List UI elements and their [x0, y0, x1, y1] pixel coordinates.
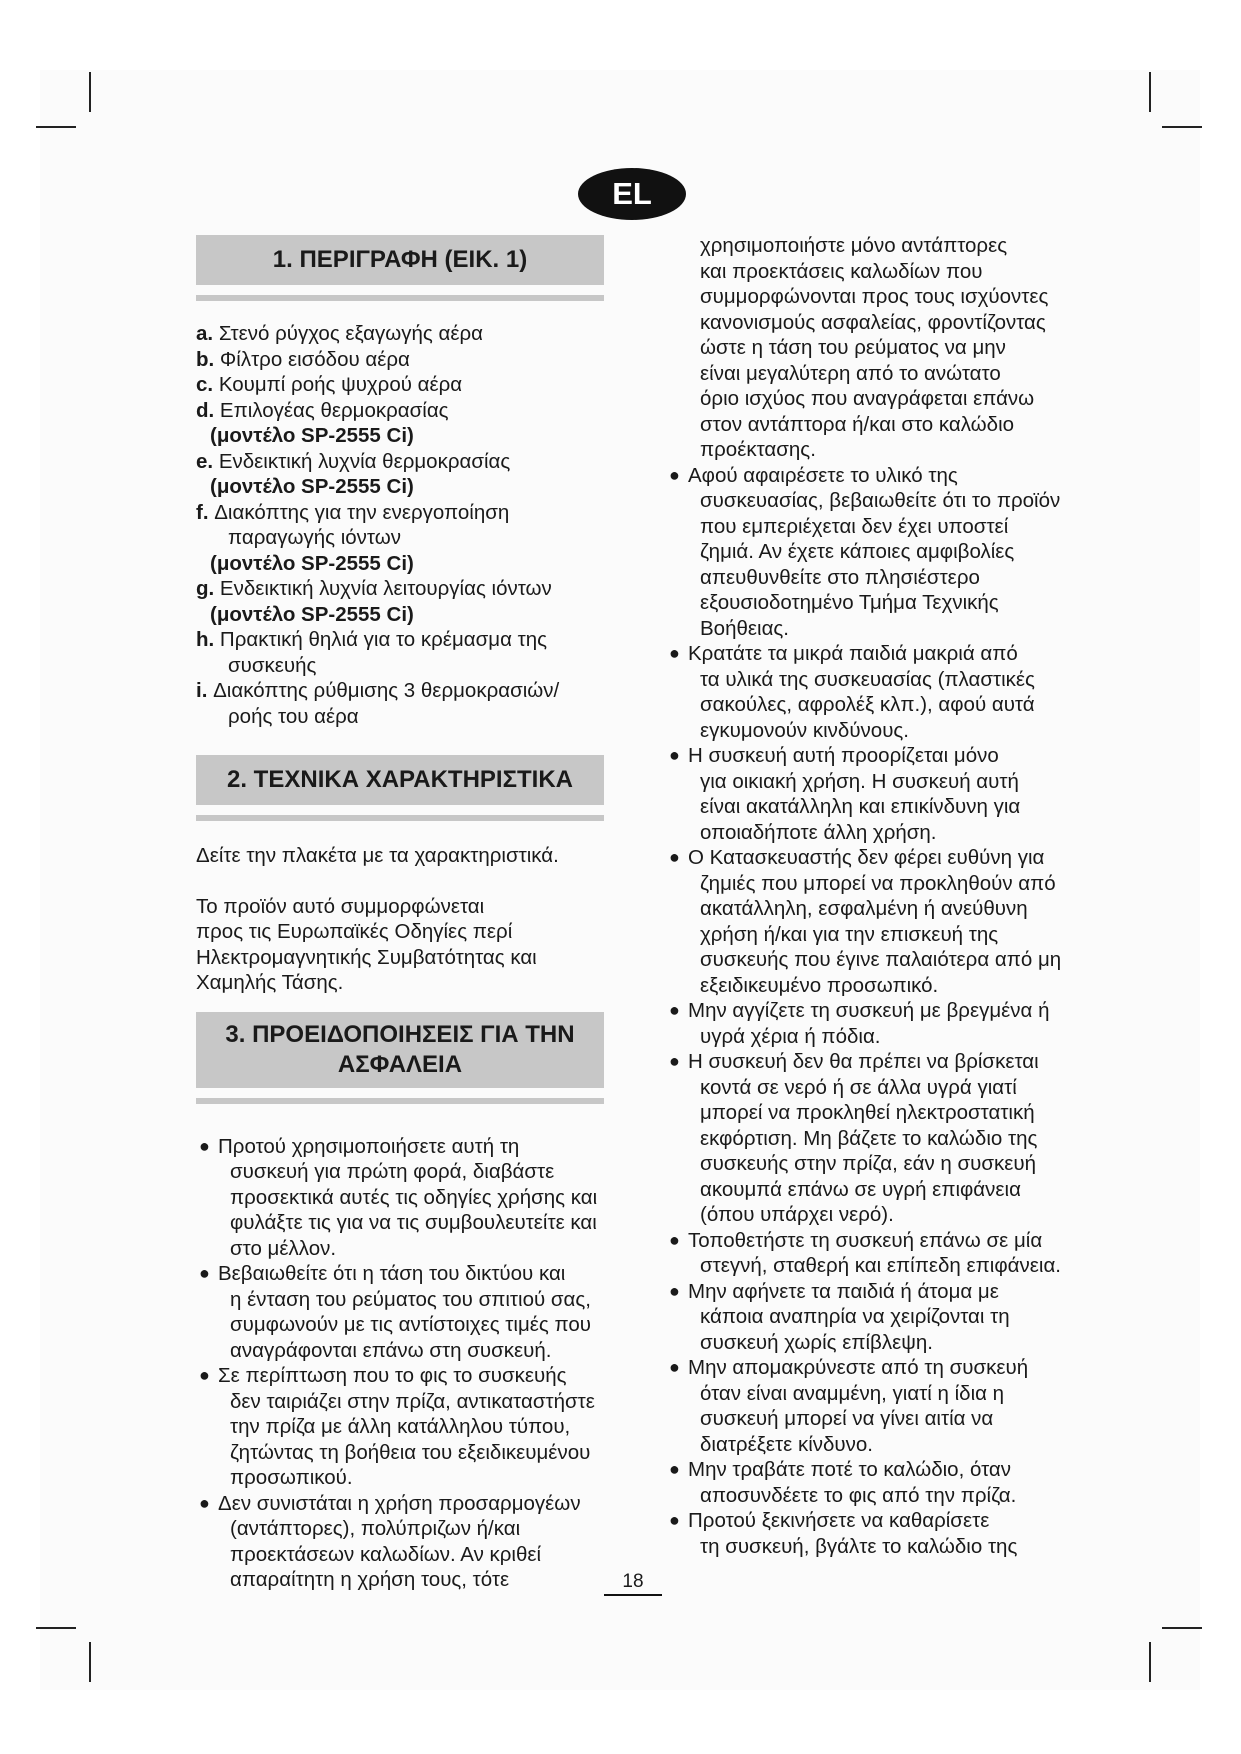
- bullet-line: Ο Κατασκευαστής δεν φέρει ευθύνη για: [688, 846, 1045, 869]
- bullet-line: σακούλες, αφρολέξ κλπ.), αφού αυτά: [700, 693, 1035, 716]
- item-model-note: (μοντέλο SP-2555 Ci): [210, 475, 414, 498]
- bullet-dot: ●: [669, 847, 680, 867]
- continued-bullet-text: [666, 233, 1098, 463]
- left-column: [196, 235, 636, 1593]
- safety-bullet: [196, 1363, 636, 1491]
- bullet-line: Βεβαιωθείτε ότι η τάση του δικτύου και: [218, 1262, 566, 1285]
- bullet-dot: ●: [669, 1357, 680, 1377]
- parts-list-item: [196, 449, 636, 475]
- safety-list-left: [196, 1134, 636, 1593]
- item-letter: g.: [196, 577, 215, 600]
- bullet-dot: ●: [199, 1492, 210, 1513]
- bullet-line: συσκευή μπορεί να γίνει αιτία να: [700, 1407, 994, 1430]
- item-letter: i.: [196, 679, 208, 702]
- item-text-continued: ροής του αέρα: [228, 704, 359, 728]
- bullet-dot: ●: [669, 1051, 680, 1071]
- item-letter: d.: [196, 398, 215, 422]
- parts-list-item: [196, 678, 636, 704]
- bullet-line: συσκευή για πρώτη φορά, διαβάστε: [230, 1160, 555, 1183]
- safety-bullet: [666, 1279, 1098, 1356]
- bullet-line: χρήση ή/και για την επισκευή της: [700, 922, 999, 946]
- rating-plate-note: Δείτε την πλακέτα με τα χαρακτηριστικά.: [196, 844, 559, 867]
- bullet-line: οποιαδήποτε άλλη χρήση.: [700, 820, 937, 844]
- bullet-line: προσωπικού.: [230, 1466, 353, 1489]
- bullet-line: την πρίζα με άλλη κατάλληλου τύπου,: [230, 1415, 571, 1438]
- parts-list-item: [196, 627, 636, 653]
- crop-mark: [1149, 1642, 1151, 1682]
- bullet-line: Η συσκευή δεν θα πρέπει να βρίσκεται: [688, 1050, 1039, 1073]
- language-badge: EL: [578, 168, 686, 220]
- bullet-line: ζητώντας τη βοήθεια του εξειδικευμένου: [230, 1440, 591, 1464]
- continued-line: στον αντάπτορα ή/και στο καλώδιο: [700, 412, 1015, 436]
- bullet-line: συσκευής στην πρίζα, εάν η συσκευή: [700, 1152, 1037, 1175]
- parts-list-item: [196, 576, 636, 602]
- bullet-dot: ●: [669, 1510, 680, 1530]
- continued-line: συμμορφώνονται προς τους ισχύοντες: [700, 285, 1049, 308]
- bullet-line: (όπου υπάρχει νερό).: [700, 1203, 894, 1226]
- item-text: Επιλογέας θερμοκρασίας: [219, 398, 449, 422]
- bullet-line: αναγράφονται επάνω στη συσκευή.: [230, 1338, 552, 1362]
- bullet-line: συσκευή χωρίς επίβλεψη.: [700, 1330, 933, 1354]
- continued-line: είναι μεγαλύτερη από το ανώτατο: [700, 361, 1001, 385]
- safety-bullet: [196, 1261, 636, 1363]
- bullet-line: ακατάλληλη, εσφαλμένη ή ανεύθυνη: [700, 897, 1028, 920]
- safety-list-right: [666, 463, 1098, 1560]
- bullet-dot: ●: [669, 1459, 680, 1479]
- crop-mark: [1149, 72, 1151, 112]
- bullet-line: στο μέλλον.: [230, 1236, 337, 1260]
- bullet-line: συσκευασίας, βεβαιωθείτε ότι το προϊόν: [700, 489, 1061, 512]
- item-letter: a.: [196, 322, 214, 345]
- crop-mark: [89, 1642, 91, 1682]
- continued-line: κανονισμούς ασφαλείας, φροντίζοντας: [700, 310, 1046, 334]
- bullet-line: Μην τραβάτε ποτέ το καλώδιο, όταν: [688, 1458, 1011, 1481]
- safety-bullet: [666, 1508, 1098, 1559]
- compliance-line: Ηλεκτρομαγνητικής Συμβατότητας και: [196, 945, 537, 969]
- compliance-line: Χαμηλής Τάσης.: [196, 971, 344, 994]
- continued-line: ώστε η τάση του ρεύματος να μην: [700, 336, 1006, 359]
- bullet-dot: ●: [669, 1000, 680, 1020]
- bullet-line: για οικιακή χρήση. Η συσκευή αυτή: [700, 769, 1019, 793]
- parts-list: [196, 321, 636, 729]
- safety-bullet: [666, 845, 1098, 998]
- safety-bullet: [666, 1355, 1098, 1457]
- bullet-line: υγρά χέρια ή πόδια.: [700, 1024, 881, 1048]
- bullet-line: η ένταση του ρεύματος του σπιτιού σας,: [230, 1287, 591, 1311]
- continued-line: όριο ισχύος που αναγράφεται επάνω: [700, 387, 1035, 410]
- right-column: [666, 233, 1098, 1559]
- item-letter: h.: [196, 628, 215, 651]
- item-text: Ενδεικτική λυχνία λειτουργίας ιόντων: [219, 577, 552, 600]
- continued-line: προέκτασης.: [700, 438, 816, 461]
- bullet-dot: ●: [669, 643, 680, 663]
- bullet-line: Δεν συνιστάται η χρήση προσαρμογέων: [218, 1491, 581, 1515]
- safety-bullet: [666, 1457, 1098, 1508]
- bullet-line: συσκευής που έγινε παλαιότερα από μη: [700, 948, 1062, 971]
- bullet-dot: ●: [669, 464, 680, 485]
- parts-list-item: [196, 347, 636, 373]
- bullet-line: Μην αγγίζετε τη συσκευή με βρεγμένα ή: [688, 999, 1050, 1022]
- parts-list-item: [196, 500, 636, 526]
- bullet-line: Μην απομακρύνεστε από τη συσκευή: [688, 1356, 1029, 1379]
- bullet-line: είναι ακατάλληλη και επικίνδυνη για: [700, 795, 1021, 818]
- bullet-line: εξουσιοδοτημένο Τμήμα Τεχνικής: [700, 591, 999, 614]
- item-letter: c.: [196, 373, 214, 396]
- parts-list-item: [196, 372, 636, 398]
- bullet-line: όταν είναι αναμμένη, γιατί η ίδια η: [700, 1381, 1005, 1405]
- item-letter: f.: [196, 500, 209, 524]
- item-text: Ενδεικτική λυχνία θερμοκρασίας: [218, 449, 511, 473]
- bullet-line: Προτού χρησιμοποιήσετε αυτή τη: [218, 1134, 520, 1158]
- item-text-continued: συσκευής: [228, 653, 317, 677]
- bullet-line: απευθυνθείτε στο πλησιέστερο: [700, 565, 980, 589]
- bullet-line: τα υλικά της συσκευασίας (πλαστικές: [700, 667, 1035, 691]
- parts-list-item: [196, 398, 636, 424]
- bullet-line: δεν ταιριάζει στην πρίζα, αντικαταστήστε: [230, 1389, 595, 1413]
- bullet-line: ακουμπά επάνω σε υγρή επιφάνεια: [700, 1177, 1021, 1201]
- bullet-line: Προτού ξεκινήσετε να καθαρίσετε: [688, 1509, 990, 1532]
- item-letter: b.: [196, 347, 215, 371]
- safety-bullet: [196, 1134, 636, 1262]
- item-text: Φίλτρο εισόδου αέρα: [219, 347, 410, 371]
- compliance-line: προς τις Ευρωπαϊκές Οδηγίες περί: [196, 920, 513, 943]
- bullet-dot: ●: [669, 1280, 680, 1301]
- item-letter: e.: [196, 449, 214, 473]
- bullet-line: Κρατάτε τα μικρά παιδιά μακριά από: [688, 642, 1018, 665]
- heading-rule: [196, 295, 604, 301]
- bullet-line: κοντά σε νερό ή σε άλλα υγρά γιατί: [700, 1075, 1017, 1099]
- bullet-line: ζημιά. Αν έχετε κάποιες αμφιβολίες: [700, 540, 1015, 563]
- bullet-line: στεγνή, σταθερή και επίπεδη επιφάνεια.: [700, 1254, 1061, 1277]
- safety-bullet: [666, 463, 1098, 642]
- bullet-line: προσεκτικά αυτές τις οδηγίες χρήσης και: [230, 1185, 598, 1209]
- bullet-line: ζημιές που μπορεί να προκληθούν από: [700, 871, 1056, 895]
- bullet-line: απαραίτητη η χρήση τους, τότε: [230, 1568, 510, 1591]
- bullet-line: που εμπεριέχεται δεν έχει υποστεί: [700, 514, 1009, 538]
- item-text: Διακόπτης ρύθμισης 3 θερμοκρασιών/: [213, 679, 560, 702]
- bullet-dot: ●: [669, 745, 680, 765]
- continued-line: και προεκτάσεις καλωδίων που: [700, 259, 983, 283]
- item-model-note: (μοντέλο SP-2555 Ci): [210, 551, 414, 575]
- bullet-line: εξειδικευμένο προσωπικό.: [700, 973, 939, 997]
- bullet-line: αποσυνδέετε το φις από την πρίζα.: [700, 1483, 1017, 1507]
- bullet-dot: ●: [199, 1365, 210, 1385]
- crop-mark: [36, 126, 76, 128]
- bullet-dot: ●: [199, 1135, 210, 1156]
- safety-bullet: [666, 998, 1098, 1049]
- bullet-dot: ●: [669, 1229, 680, 1250]
- bullet-line: μπορεί να προκληθεί ηλεκτροστατική: [700, 1101, 1035, 1124]
- safety-bullet: [666, 743, 1098, 845]
- section1-heading: 1. ΠΕΡΙΓΡΑΦΗ (ΕΙΚ. 1): [196, 235, 604, 285]
- item-model-note: (μοντέλο SP-2555 Ci): [210, 602, 414, 626]
- safety-bullet: [196, 1491, 636, 1593]
- bullet-line: προεκτάσεων καλωδίων. Αν κριθεί: [230, 1542, 542, 1566]
- bullet-line: συμφωνούν με τις αντίστοιχες τιμές που: [230, 1313, 591, 1336]
- bullet-line: Η συσκευή αυτή προορίζεται μόνο: [688, 744, 999, 767]
- safety-bullet: [666, 1049, 1098, 1228]
- item-model-note: (μοντέλο SP-2555 Ci): [210, 424, 414, 447]
- item-text-continued: παραγωγής ιόντων: [228, 526, 401, 549]
- section3-heading: [196, 1012, 604, 1088]
- bullet-line: διατρέξετε κίνδυνο.: [700, 1432, 873, 1456]
- item-text: Πρακτική θηλιά για το κρέμασμα της: [219, 628, 548, 651]
- compliance-line: Το προϊόν αυτό συμμορφώνεται: [196, 894, 485, 918]
- item-text: Διακόπτης για την ενεργοποίηση: [214, 500, 510, 524]
- item-text: Κουμπί ροής ψυχρού αέρα: [218, 373, 463, 396]
- bullet-line: Τοποθετήστε τη συσκευή επάνω σε μία: [688, 1228, 1043, 1252]
- bullet-line: Βοήθειας.: [700, 616, 789, 640]
- safety-bullet: [666, 1228, 1098, 1279]
- crop-mark: [1162, 1627, 1202, 1629]
- compliance-paragraph: [196, 894, 636, 996]
- bullet-line: εγκυμονούν κινδύνους.: [700, 718, 909, 742]
- section3-heading-line: ΑΣΦΑΛΕΙΑ: [337, 1050, 463, 1078]
- bullet-line: τη συσκευή, βγάλτε το καλώδιο της: [700, 1534, 1018, 1558]
- bullet-line: (αντάπτορες), πολύπριζων ή/και: [230, 1517, 521, 1540]
- bullet-dot: ●: [199, 1263, 210, 1283]
- item-text: Στενό ρύγχος εξαγωγής αέρα: [218, 322, 484, 345]
- section2-heading: 2. ΤΕΧΝΙΚΑ ΧΑΡΑΚΤΗΡΙΣΤΙΚΑ: [196, 755, 604, 805]
- bullet-line: εκφόρτιση. Μη βάζετε το καλώδιο της: [700, 1126, 1038, 1150]
- heading-rule: [196, 1098, 604, 1104]
- crop-mark: [89, 72, 91, 112]
- parts-list-item: [196, 321, 636, 347]
- heading-rule: [196, 815, 604, 821]
- bullet-line: φυλάξτε τις για να τις συμβουλευτείτε και: [230, 1211, 597, 1234]
- bullet-line: Σε περίπτωση που το φις το συσκευής: [218, 1364, 567, 1387]
- crop-mark: [36, 1627, 76, 1629]
- bullet-line: Μην αφήνετε τα παιδιά ή άτομα με: [688, 1279, 999, 1303]
- crop-mark: [1162, 126, 1202, 128]
- section3-heading-line: 3. ΠΡΟΕΙΔΟΠΟΙΗΣΕΙΣ ΓΙΑ ΤΗΝ: [225, 1020, 575, 1048]
- page-number: 18: [604, 1570, 662, 1596]
- continued-line: χρησιμοποιήστε μόνο αντάπτορες: [700, 234, 1008, 257]
- safety-bullet: [666, 641, 1098, 743]
- bullet-line: Αφού αφαιρέσετε το υλικό της: [688, 463, 958, 487]
- bullet-line: κάποια αναπηρία να χειρίζονται τη: [700, 1305, 1010, 1328]
